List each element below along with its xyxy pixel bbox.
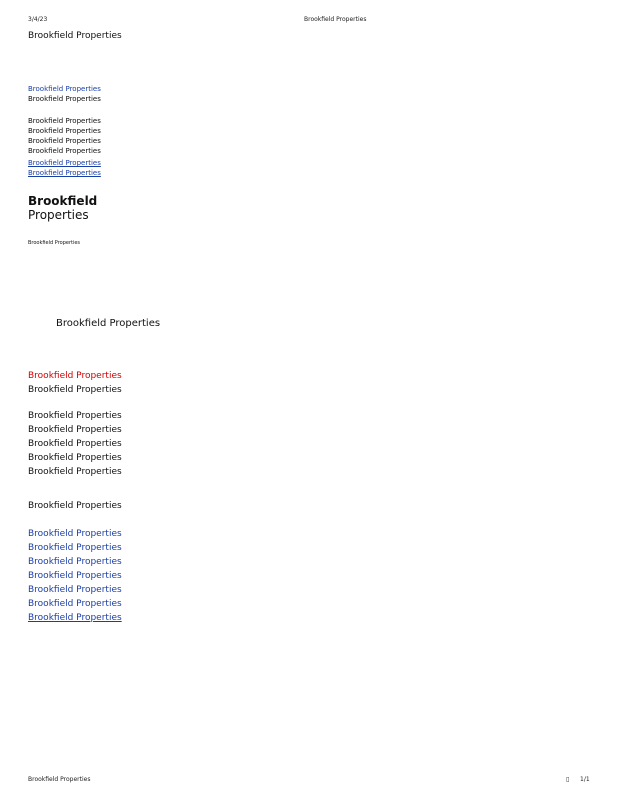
intro-line-4: Brookfield Properties	[28, 137, 101, 145]
link-7[interactable]: Brookfield Properties	[28, 613, 122, 623]
section-paragraph-1: Brookfield Properties	[28, 411, 122, 421]
link-3[interactable]: Brookfield Properties	[28, 557, 122, 567]
intro-title: Brookfield Properties	[28, 85, 101, 93]
link-6[interactable]: Brookfield Properties	[28, 599, 122, 609]
link-4[interactable]: Brookfield Properties	[28, 571, 122, 581]
print-date: 3/4/23	[28, 16, 48, 23]
section-paragraph-4: Brookfield Properties	[28, 453, 122, 463]
logo-name: Brookfield	[28, 194, 98, 208]
tagline: Brookfield Properties	[28, 240, 81, 246]
link-2[interactable]: Brookfield Properties	[28, 543, 122, 553]
intro-line-2: Brookfield Properties	[28, 117, 101, 125]
cta-text: Brookfield Properties	[56, 318, 161, 329]
print-title: Brookfield Properties	[304, 16, 367, 23]
link-5[interactable]: Brookfield Properties	[28, 585, 122, 595]
footer-icon: ▯	[566, 776, 570, 783]
brookfield-logo[interactable]	[28, 194, 97, 222]
section-title: Brookfield Properties	[28, 371, 122, 381]
intro-line-1: Brookfield Properties	[28, 95, 101, 103]
intro-link-1[interactable]: Brookfield Properties	[28, 159, 101, 167]
logo-sub: Properties	[28, 208, 89, 222]
intro-line-5: Brookfield Properties	[28, 147, 101, 155]
section-paragraph-2: Brookfield Properties	[28, 425, 122, 435]
footer-url: Brookfield Properties	[28, 776, 91, 783]
section-subtitle: Brookfield Properties	[28, 385, 122, 395]
intro-line-3: Brookfield Properties	[28, 127, 101, 135]
intro-link-2[interactable]: Brookfield Properties	[28, 169, 101, 177]
section-paragraph-5: Brookfield Properties	[28, 467, 122, 477]
link-1[interactable]: Brookfield Properties	[28, 529, 122, 539]
section-paragraph-3: Brookfield Properties	[28, 439, 122, 449]
section-question: Brookfield Properties	[28, 501, 122, 511]
hero-line-1: Brookfield Properties	[28, 31, 122, 41]
footer-page: 1/1	[580, 776, 590, 783]
